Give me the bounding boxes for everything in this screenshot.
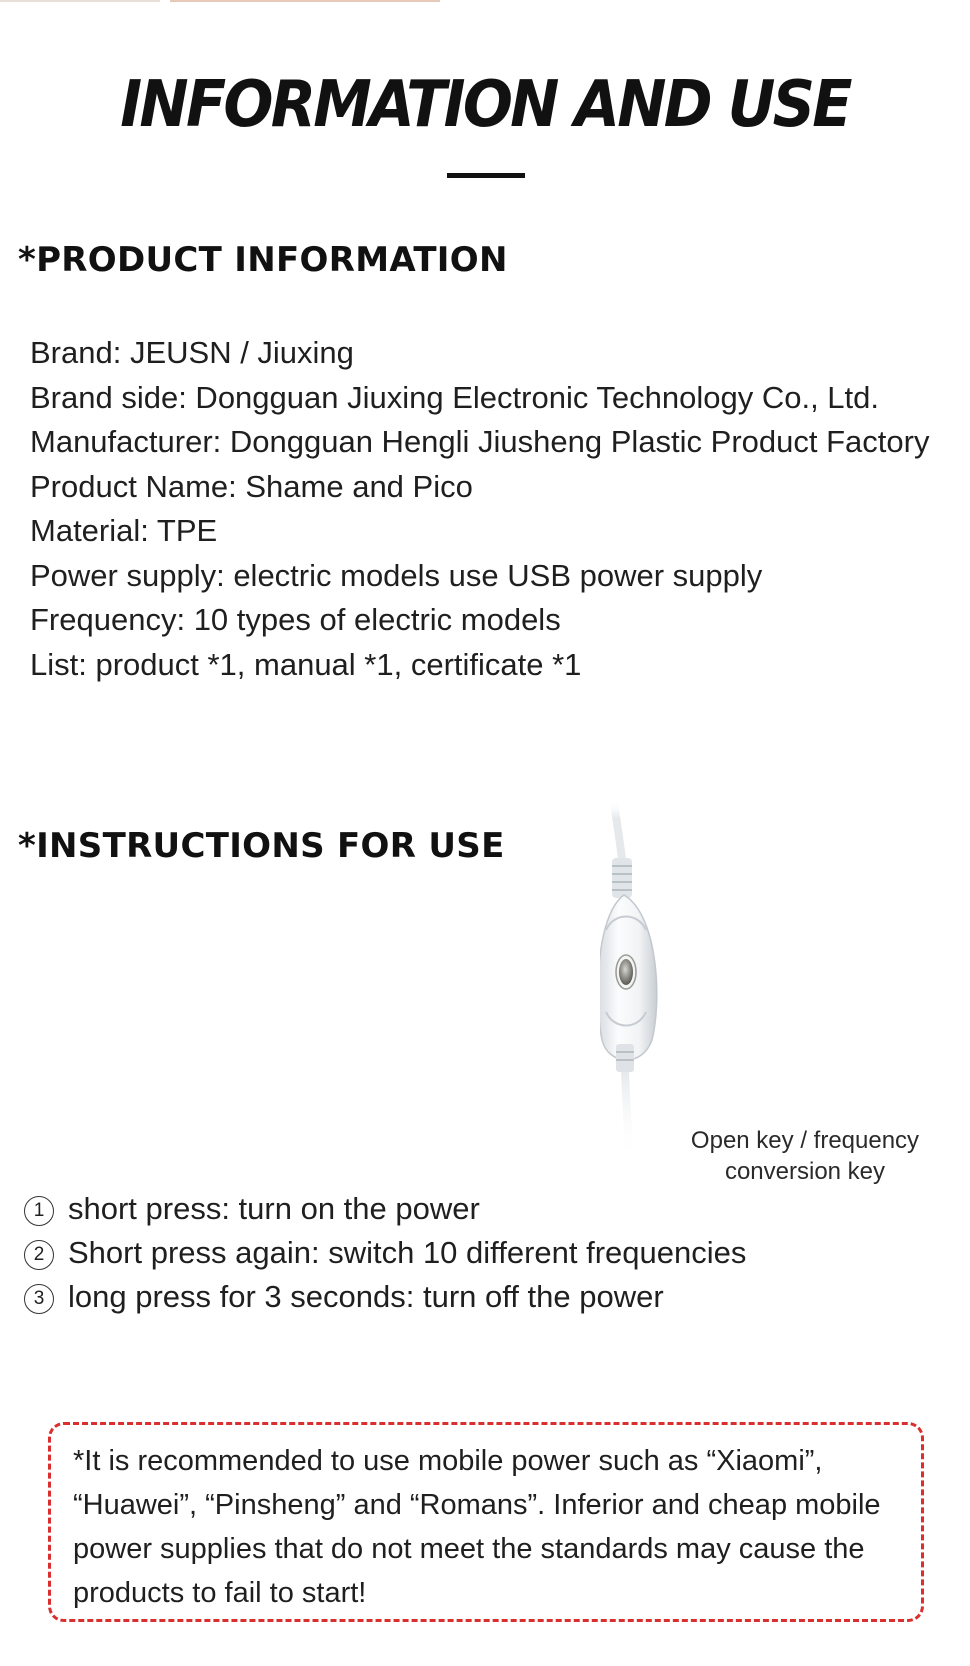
notice-text: *It is recommended to use mobile power such as “Xiaomi”, “Huawei”, “Pinsheng” and “Romans”. Inferior and cheap mobile power supplies that do not meet the standards may cause the products to fail to start! (73, 1445, 881, 1609)
top-bar-segment-left (0, 0, 160, 2)
info-line-list: List: product *1, manual *1, certificate *1 (30, 646, 582, 682)
product-info-heading: *PRODUCT INFORMATION (18, 240, 508, 280)
callout-line-2: conversion key (724, 1158, 886, 1185)
info-line-brand-side: Brand side: Dongguan Jiuxing Electronic Technology Co., Ltd. (30, 379, 880, 415)
step-item (24, 1187, 746, 1231)
step-number-badge: 2 (24, 1240, 54, 1270)
top-decoration-bar (0, 0, 970, 3)
info-line-power-supply: Power supply: electric models use USB power supply (30, 557, 763, 593)
step-text: short press: turn on the power (68, 1191, 480, 1226)
step-text: long press for 3 seconds: turn off the power (68, 1279, 664, 1314)
info-line-material: Material: TPE (30, 513, 218, 548)
info-line-brand: Brand: JEUSN / Jiuxing (30, 335, 354, 370)
top-bar-segment-right (170, 0, 440, 2)
step-item (24, 1275, 746, 1319)
info-line-product-name: Product Name: Shame and Pico (30, 468, 473, 504)
info-line-manufacturer: Manufacturer: Dongguan Hengli Jiusheng Plastic Product Factory (30, 424, 930, 459)
instruction-steps (24, 1187, 746, 1319)
button-callout-label (680, 1125, 930, 1187)
step-item (24, 1231, 746, 1275)
page-title: INFORMATION AND USE (120, 68, 850, 142)
callout-line-1: Open key / frequency (690, 1127, 920, 1154)
title-divider (447, 173, 525, 178)
power-supply-notice-box (48, 1422, 924, 1622)
step-number-badge: 1 (24, 1196, 54, 1226)
step-text: Short press again: switch 10 different frequencies (68, 1235, 747, 1270)
instructions-heading: *INSTRUCTIONS FOR USE (18, 826, 505, 866)
info-line-frequency: Frequency: 10 types of electric models (30, 602, 561, 637)
step-number-badge: 3 (24, 1284, 54, 1314)
product-info-list (30, 331, 929, 687)
remote-controller-image (600, 800, 740, 1160)
